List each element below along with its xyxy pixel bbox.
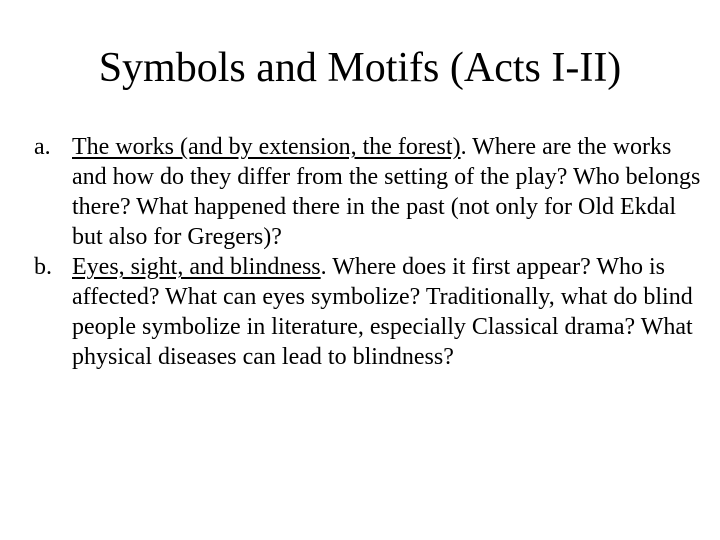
- list-marker: b.: [34, 254, 52, 280]
- list-item-works: [34, 132, 704, 252]
- item-text: . Where are the works and how do they differ from the setting of the play? Who belongs there? What happened there in the past (not only for Old Ekdal but also for Gregers)?: [72, 134, 701, 250]
- topic-eyes: Eyes, sight, and blindness: [72, 254, 321, 280]
- slide-title: Symbols and Motifs (Acts I-II): [98, 45, 622, 91]
- list-marker: a.: [34, 134, 51, 160]
- list-item-eyes: [34, 252, 704, 372]
- item-text: . Where does it first appear? Who is affected? What can eyes symbolize? Traditionally, what do blind people symbolize in literature, especially Classical drama? What physical diseases can lead to blindness?: [72, 254, 693, 370]
- question-list: [34, 132, 704, 372]
- topic-works: The works (and by extension, the forest): [72, 134, 461, 160]
